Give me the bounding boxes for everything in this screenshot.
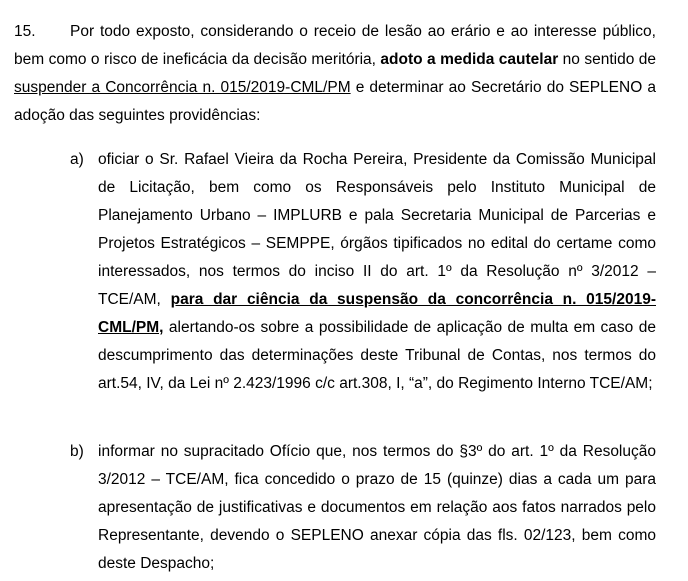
list-item-a-emphasis: para dar ciência da suspensão da concorrência n. 015/2019-CML/PM, <box>98 291 656 336</box>
paragraph-text-1: Por todo exposto, considerando o receio de lesão ao erário e ao interesse público, bem como o risco de ineficácia da decisão meritória, <box>14 23 656 68</box>
paragraph-underlined-phrase: suspender a Concorrência n. 015/2019-CML/PM <box>14 79 351 96</box>
paragraph-number: 15. <box>14 23 36 40</box>
list-marker-b: b) <box>70 443 84 460</box>
paragraph-15 <box>14 18 656 130</box>
list-item-a-text-2: alertando-os sobre a possibilidade de aplicação de multa em caso de descumprimento das determinações deste Tribunal de Contas, nos termos do art.54, IV, da Lei nº 2.423/1996 c/c art.308, I, “a”, do Regimento Interno TCE/AM; <box>98 319 656 392</box>
list-marker-a: a) <box>70 151 84 168</box>
list-item-b-text: informar no supracitado Ofício que, nos termos do §3º do art. 1º da Resolução 3/2012 – TCE/AM, fica concedido o prazo de 15 (quinze) dias a cada um para apresentação de justificativas e documentos em relação aos fatos narrados pelo Representante, devendo o SEPLENO anexar cópia das fls. 02/123, bem como deste Despacho; <box>98 443 656 572</box>
list-item-a <box>70 146 656 398</box>
paragraph-bold-phrase: adoto a medida cautelar <box>380 51 559 68</box>
list-item-a-text-1: oficiar o Sr. Rafael Vieira da Rocha Pereira, Presidente da Comissão Municipal de Licitação, bem como os Responsáveis pelo Instituto Municipal de Planejamento Urbano – IMPLURB e pala Secretaria Municipal de Parcerias e Projetos Estratégicos – SEMPPE, órgãos tipificados no edital do certame como interessados, nos termos do inciso II do art. 1º da Resolução nº 3/2012 – TCE/AM, <box>98 151 656 308</box>
paragraph-text-3: e determinar ao Secretário do SEPLENO a adoção das seguintes providências: <box>14 79 656 124</box>
list-item-b <box>70 438 656 578</box>
paragraph-text-2: no sentido de <box>558 51 656 68</box>
list-item-a-text <box>98 146 656 398</box>
